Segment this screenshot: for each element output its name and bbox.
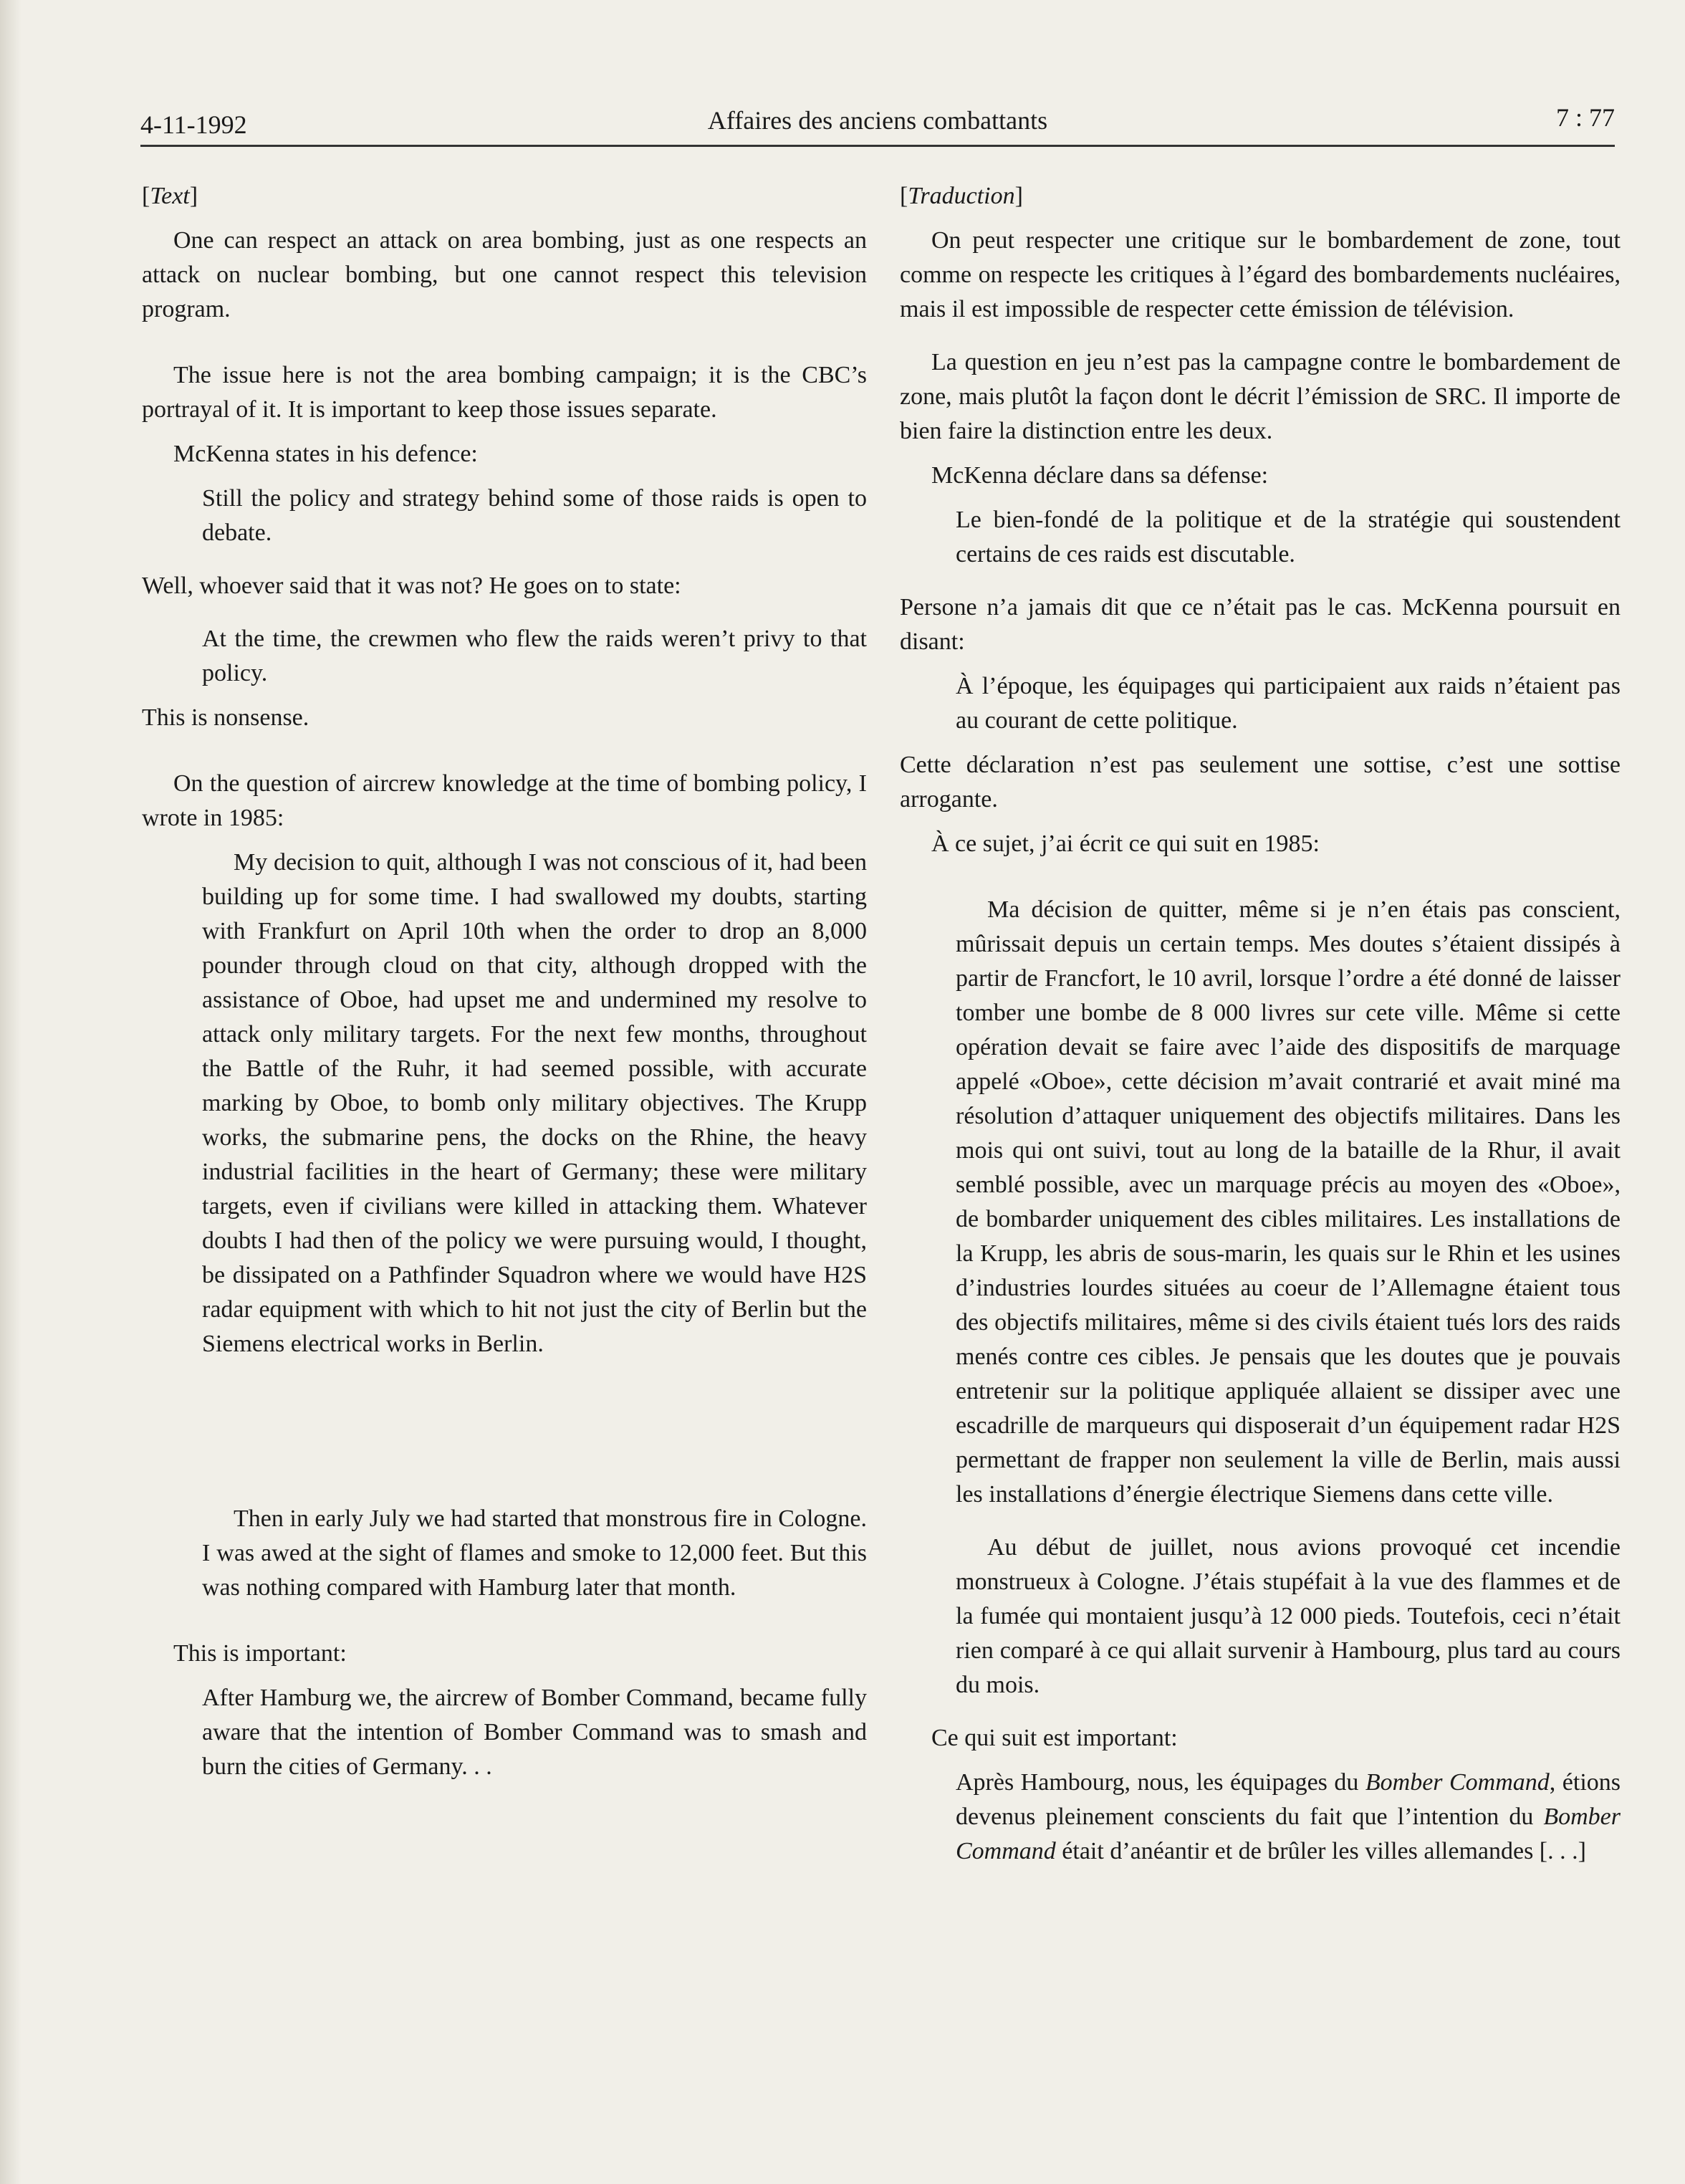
left-paragraph-5: This is nonsense. bbox=[142, 704, 309, 731]
left-quote-2: At the time, the crewmen who flew the raids weren’t privy to that policy. bbox=[202, 626, 867, 686]
right-quote-2: À l’époque, les équipages qui participaient aux raids n’étaient pas au courant de cette politique. bbox=[956, 673, 1621, 734]
header-title: Affaires des anciens combattants bbox=[707, 106, 1048, 135]
translation-tag: [Traduction] bbox=[900, 183, 1023, 209]
left-paragraph-1: One can respect an attack on area bombing, just as one respects an attack on nuclear bombing, but one cannot respect this television program. bbox=[142, 227, 867, 322]
page-header bbox=[140, 105, 1615, 147]
right-quote-3: Ma décision de quitter, même si je n’en étais pas conscient, mûrissait depuis un certain temps. Mes doutes s’étaient dissipés à partir de Francfort, le 10 avril, lorsque l’ordre a été donné de laisser tomber une bombe de 8 000 livres sur cete ville. Même si cette opération devait se faire avec l’aide des dispositifs de marquage appelé «Oboe», cette décision m’avait contrarié et avait miné ma résolution d’attaquer uniquement des objectifs militaires. Dans les mois qui ont suivi, tout au long de la bataille de la Rhur, il avait semblé possible, avec un marquage précis au moyen des «Oboe», de bombarder uniquement des cibles militaires. Les installations de la Krupp, les abris de sous-marin, les quais sur le Rhin et les usines d’industries lourdes situées au coeur de l’Allemagne étaient tous des objectifs militaires, même si des civils étaient tués lors des raids menés contre ces cibles. Je pensais que les doutes que je pouvais entretenir sur la politique appliquée allaient se dissiper avec une escadrille de marqueurs qui disposerait d’un équipement radar H2S permettant de frapper non seulement la ville de Berlin, mais aussi les installations d’énergie électrique Siemens dans cette ville. bbox=[956, 896, 1621, 1508]
left-paragraph-4: Well, whoever said that it was not? He goes on to state: bbox=[142, 573, 681, 599]
left-quote-3: My decision to quit, although I was not conscious of it, had been building up for some time. I had swallowed my doubts, starting with Frankfurt on April 10th when the order to drop an 8,000 pounder through cloud on that city, although dropped with the assistance of Oboe, had upset me and undermined my resolve to attack only military targets. For the next few months, throughout the Battle of the Ruhr, it had seemed possible, with accurate marking by Oboe, to bomb only military objectives. The Krupp works, the submarine pens, the docks on the Rhine, the heavy industrial facilities in the heart of Germany; these were military targets, even if civilians were killed in attacking them. Whatever doubts I had then of the policy we were pursuing would, I thought, be dissipated on a Pathfinder Squadron where we would have H2S radar equipment with which to hit not just the city of Berlin but the Siemens electrical works in Berlin. bbox=[202, 849, 867, 1357]
left-paragraph-2: The issue here is not the area bombing campaign; it is the CBC’s portrayal of it. It is important to keep those issues separate. bbox=[142, 362, 867, 423]
right-paragraph-1: On peut respecter une critique sur le bombardement de zone, tout comme on respecte les critiques à l’égard des bombardements nucléaires, mais il est impossible de respecter cette émission de télévision. bbox=[900, 227, 1621, 322]
scan-edge-shadow bbox=[0, 0, 21, 2184]
header-date: 4-11-1992 bbox=[140, 110, 247, 139]
header-page-number: 7 : 77 bbox=[1555, 103, 1615, 132]
right-paragraph-4: Persone n’a jamais dit que ce n’était pas le cas. McKenna poursuit en disant: bbox=[900, 594, 1621, 655]
left-quote-5: After Hamburg we, the aircrew of Bomber Command, became fully aware that the intention of Bomber Command was to smash and burn the cities of Germany. . . bbox=[202, 1685, 867, 1780]
left-paragraph-7: This is important: bbox=[173, 1640, 347, 1667]
text-tag: [Text] bbox=[142, 183, 198, 209]
right-paragraph-6: À ce sujet, j’ai écrit ce qui suit en 1985: bbox=[931, 830, 1320, 857]
left-quote-1: Still the policy and strategy behind some of those raids is open to debate. bbox=[202, 485, 867, 546]
right-paragraph-3: McKenna déclare dans sa défense: bbox=[931, 462, 1269, 489]
left-paragraph-6: On the question of aircrew knowledge at the time of bombing policy, I wrote in 1985: bbox=[142, 770, 867, 831]
right-paragraph-7: Ce qui suit est important: bbox=[931, 1725, 1178, 1751]
left-quote-4: Then in early July we had started that monstrous fire in Cologne. I was awed at the sight of flames and smoke to 12,000 feet. But this was nothing compared with Hamburg later that month. bbox=[202, 1505, 867, 1601]
right-paragraph-2: La question en jeu n’est pas la campagne contre le bombardement de zone, mais plutôt la façon dont le décrit l’émission de SRC. Il importe de bien faire la distinction entre les deux. bbox=[900, 349, 1621, 444]
english-column bbox=[142, 179, 867, 1784]
right-paragraph-5: Cette déclaration n’est pas seulement une sottise, c’est une sottise arrogante. bbox=[900, 752, 1621, 813]
right-quote-1: Le bien-fondé de la politique et de la stratégie qui soustendent certains de ces raids est discutable. bbox=[956, 507, 1621, 567]
right-quote-4: Au début de juillet, nous avions provoqué cet incendie monstrueux à Cologne. J’étais stupéfait à la vue des flammes et de la fumée qui montaient jusqu’à 12 000 pieds. Toutefois, ceci n’était rien comparé à ce qui allait survenir à Hambourg, plus tard au cours du mois. bbox=[956, 1534, 1621, 1698]
right-quote-5: Après Hambourg, nous, les équipages du Bomber Command, étions devenus pleinement conscients du fait que l’intention du Bomber Command était d’anéantir et de brûler les villes allemandes [. . .] bbox=[956, 1769, 1621, 1864]
left-paragraph-3: McKenna states in his defence: bbox=[173, 441, 478, 467]
french-column bbox=[900, 179, 1621, 1869]
